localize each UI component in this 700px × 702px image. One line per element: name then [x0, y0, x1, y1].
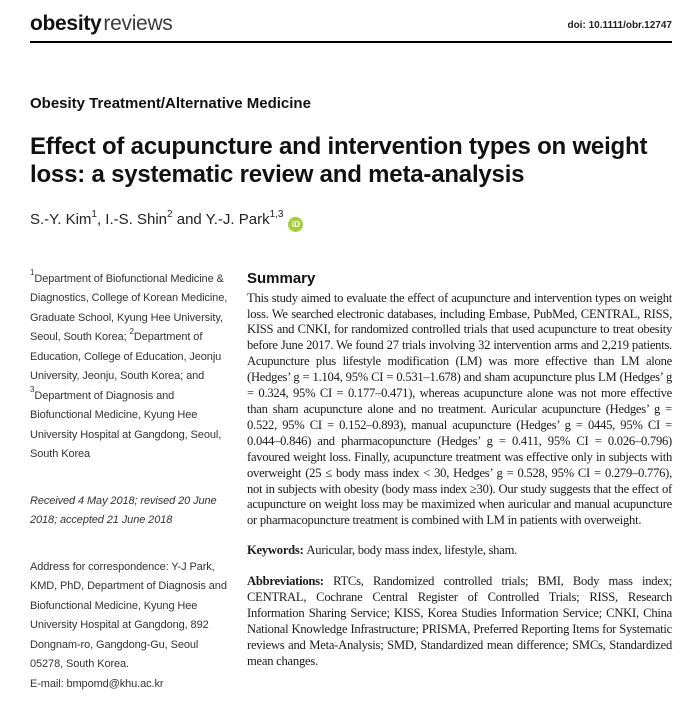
affiliation-2: Department of Education, College of Education, Jeonju University, Jeonju, South Korea; and: [30, 331, 222, 383]
abbreviations-block: [247, 574, 672, 669]
affiliation-3: Department of Diagnosis and Biofunctional Medicine, Kyung Hee University Hospital at Gangdong, Seoul, South Korea: [30, 389, 222, 461]
summary-section: [247, 270, 672, 695]
author-3-affiliation-sup: 1,3: [269, 208, 284, 220]
affiliation-3-marker: 3: [30, 385, 35, 395]
journal-header: [30, 0, 672, 43]
abbreviations-label: Abbreviations:: [247, 574, 324, 589]
article-category: Obesity Treatment/Alternative Medicine: [30, 95, 311, 112]
correspondence-block: [30, 558, 230, 695]
orcid-icon[interactable]: iD: [288, 217, 303, 232]
article-title: Effect of acupuncture and intervention types on weight loss: a systematic review and meta-analysis: [30, 133, 648, 189]
article-history: Received 4 May 2018; revised 20 June 2018; accepted 21 June 2018: [30, 494, 217, 527]
author-2: , I.-S. Shin$^2$: [96, 208, 173, 228]
author-1-affiliation-sup: 1: [91, 208, 97, 220]
affiliations-block: [30, 270, 230, 465]
affiliation-1: Department of Biofunctional Medicine & Diagnostics, College of Korean Medicine, Graduate School, Kyung Hee University, Seoul, South Korea;: [30, 272, 228, 344]
doi-text: doi: 10.1111/obr.12747: [567, 20, 672, 31]
correspondence-address: Address for correspondence: Y-J Park, KMD, PhD, Department of Diagnosis and Biofunctional Medicine, Kyung Hee University Hospital at Gangdong, 892 Dongnam-ro, Gangdong-Gu, Seoul 05278, South Korea.: [30, 560, 227, 671]
authors-line: [30, 208, 672, 232]
keywords-line: [247, 543, 672, 559]
article-content: [30, 95, 672, 694]
journal-name-light: reviews: [103, 12, 173, 35]
journal-logo: [30, 13, 173, 34]
author-2-affiliation-sup: 2: [167, 208, 173, 220]
summary-body: This study aimed to evaluate the effect of acupuncture and intervention types on weight loss. We searched electronic databases, including Embase, PubMed, CENTRAL, RISS, KISS and CNKI, for randomized controlled trials that used acupuncture to treat obesity before June 2017. We found 27 trials involving 32 intervention arms and 2,219 patients. Acupuncture plus lifestyle modification (LM) was more effective than LM alone (Hedges’ g = 1.104, 95% CI = 0.531–1.678) and sham acupuncture plus LM (Hedges’ g = 0.324, 95% CI = 0.177–0.471), whereas acupuncture alone was not more effective than sham acupuncture alone and no treatment. Auricular acupuncture (Hedges’ g = 0.522, 95% CI = 0.152–0.893), manual acupuncture (Hedges’ g = 0445, 95% CI = 0.044–0.846) and pharmacopuncture (Hedges’ g = 0.411, 95% CI = 0.026–0.796) favoured weight loss. Finally, acupuncture treatment was effective only in subjects with overweight (25 ≤ body mass index < 30, Hedges’ g = 0.528, 95% CI = 0.279–0.776), not in subjects with obesity (body mass index ≥30). Our study suggests that the effect of acupuncture on weight loss may be maximized when auricular and manual acupuncture or pharmacopuncture treatment is combined with LM in patients with overweight.: [247, 290, 672, 528]
keywords-label: Keywords:: [247, 543, 304, 558]
article-columns: [30, 270, 672, 695]
correspondence-email: E-mail: bmpomd@khu.ac.kr: [30, 677, 164, 690]
affiliation-2-marker: 2: [129, 326, 134, 336]
author-1: S.-Y. Kim$^1$: [30, 208, 97, 228]
keywords-text: Auricular, body mass index, lifestyle, sham.: [306, 543, 518, 558]
affiliation-1-marker: 1: [30, 268, 35, 278]
abbreviations-text: RTCs, Randomized controlled trials; BMI, Body mass index; CENTRAL, Cochrane Central Register of Controlled Trials; RISS, Research Information Sharing Service; KISS, Korea Studies Information Service; CNKI, China National Knowledge Infrastructure; PRISMA, Preferred Reporting Items for Systematic reviews and Meta-Analysis; SMD, Standardized mean difference; SMCs, Standardized mean changes.: [247, 574, 672, 668]
journal-name-bold: obesity: [30, 12, 102, 35]
summary-heading: Summary: [247, 269, 316, 287]
author-3: and Y.-J. Park$^{1,3}$: [172, 208, 284, 228]
left-sidebar: [30, 270, 230, 695]
